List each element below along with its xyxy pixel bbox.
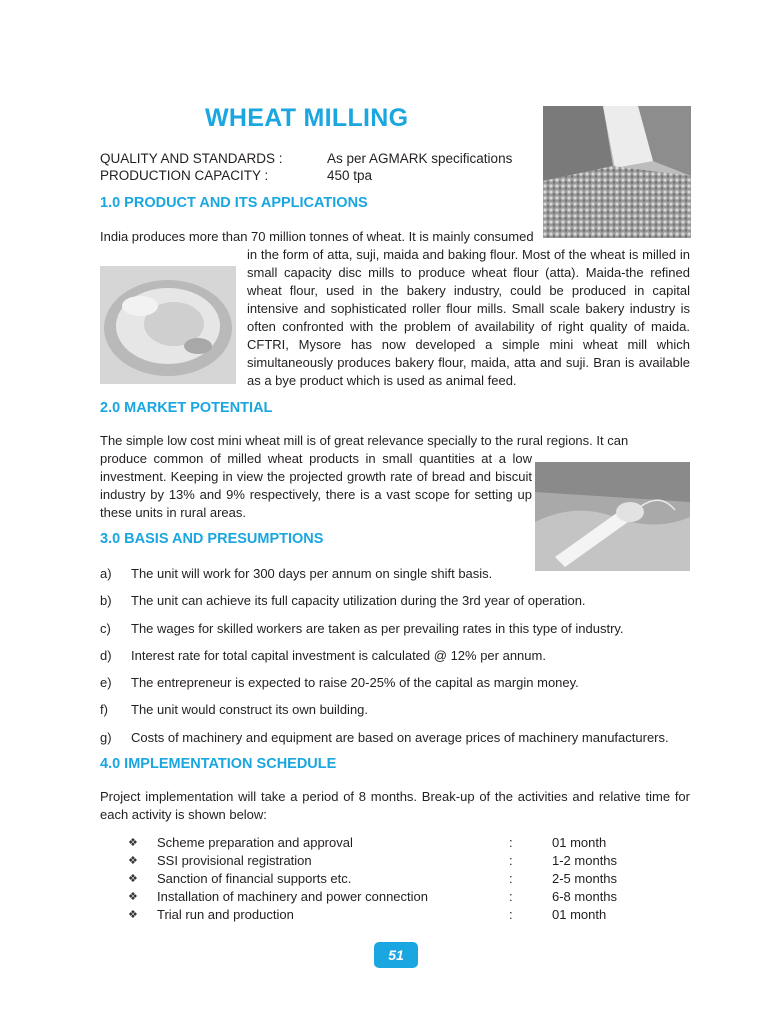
meta-label: QUALITY AND STANDARDS : <box>100 151 283 166</box>
diamond-bullet-icon: ❖ <box>128 836 138 849</box>
section-heading-schedule: 4.0 IMPLEMENTATION SCHEDULE <box>100 756 337 772</box>
schedule-separator: : <box>509 888 513 904</box>
list-letter: g) <box>100 729 112 745</box>
list-item <box>100 702 690 729</box>
section-heading-basis: 3.0 BASIS AND PRESUMPTIONS <box>100 531 324 547</box>
list-letter: f) <box>100 702 108 718</box>
milling-hand-photo <box>535 462 690 571</box>
schedule-duration: 01 month <box>552 834 607 850</box>
section-body-market: produce common of milled wheat products in small quantities at a low investment. Keeping in view the projected growth rate of bread and biscuit industry by 13% and 9% respectively, there is a vast scope for setting up these units in rural areas. <box>100 451 532 520</box>
meta-block <box>100 150 512 184</box>
list-text: The unit can achieve its full capacity utilization during the 3rd year of operation. <box>131 593 586 609</box>
list-item <box>100 730 690 757</box>
schedule-activity: Sanction of financial supports etc. <box>157 870 352 886</box>
list-letter: a) <box>100 566 112 581</box>
schedule-activity: Installation of machinery and power connection <box>157 888 428 904</box>
schedule-separator: : <box>509 852 513 868</box>
schedule-duration: 01 month <box>552 906 607 922</box>
list-letter: d) <box>100 647 112 663</box>
flour-plate-photo <box>100 266 236 384</box>
meta-row-quality <box>100 150 512 167</box>
presumptions-list <box>100 566 690 757</box>
schedule-activity: Scheme preparation and approval <box>157 834 353 850</box>
list-letter: e) <box>100 675 112 691</box>
meta-row-capacity <box>100 167 512 184</box>
page-title: WHEAT MILLING <box>205 104 409 132</box>
table-row <box>128 833 688 851</box>
schedule-activity: SSI provisional registration <box>157 852 312 868</box>
list-item <box>100 648 690 675</box>
schedule-duration: 1-2 months <box>552 852 618 868</box>
diamond-bullet-icon: ❖ <box>128 872 138 885</box>
section-heading-market: 2.0 MARKET POTENTIAL <box>100 400 273 416</box>
table-row <box>128 887 688 905</box>
list-text: The entrepreneur is expected to raise 20-25% of the capital as margin money. <box>131 675 579 691</box>
schedule-duration: 6-8 months <box>552 888 618 904</box>
section-heading-product: 1.0 PRODUCT AND ITS APPLICATIONS <box>100 195 368 211</box>
meta-value: As per AGMARK specifications <box>327 151 513 166</box>
list-letter: c) <box>100 620 111 636</box>
meta-value: 450 tpa <box>327 168 373 183</box>
list-item <box>100 566 690 593</box>
schedule-duration: 2-5 months <box>552 870 618 886</box>
schedule-separator: : <box>509 870 513 886</box>
schedule-separator: : <box>509 906 513 922</box>
table-row <box>128 851 688 869</box>
section-lead-market: The simple low cost mini wheat mill is of great relevance specially to the rural regions. It can <box>100 433 629 448</box>
wheat-grain-photo <box>543 106 691 238</box>
list-item <box>100 675 690 702</box>
list-text: The unit will work for 300 days per annum on single shift basis. <box>131 566 493 581</box>
schedule-separator: : <box>509 834 513 850</box>
diamond-bullet-icon: ❖ <box>128 854 138 867</box>
diamond-bullet-icon: ❖ <box>128 890 138 903</box>
table-row <box>128 869 688 887</box>
section-body-schedule: Project implementation will take a period of 8 months. Break-up of the activities and relative time for each activity is shown below: <box>100 789 690 822</box>
schedule-activity: Trial run and production <box>157 906 294 922</box>
list-text: Costs of machinery and equipment are based on average prices of machinery manufacturers. <box>131 729 669 745</box>
list-text: The unit would construct its own building. <box>131 702 369 718</box>
meta-label: PRODUCTION CAPACITY : <box>100 168 269 183</box>
list-item <box>100 593 690 620</box>
diamond-bullet-icon: ❖ <box>128 908 138 921</box>
table-row <box>128 905 688 923</box>
schedule-table <box>128 833 688 923</box>
list-text: The wages for skilled workers are taken as per prevailing rates in this type of industry. <box>131 620 624 636</box>
page-number-badge: 51 <box>374 942 418 968</box>
section-lead-product: India produces more than 70 million tonnes of wheat. It is mainly consumed <box>100 229 534 244</box>
list-item <box>100 621 690 648</box>
section-body-product: in the form of atta, suji, maida and baking flour. Most of the wheat is milled in small capacity disc mills to produce wheat flour (atta). Maida-the refined wheat flour, used in the bakery industry, could be produced in capital intensive and sophisticated roller flour mills. Small scale bakery industry is often confronted with the problem of availability of right quality of maida. CFTRI, Mysore has now developed a simple mini wheat mill which simultaneously produces bakery flour, maida, atta and suji. Bran is available as a bye product which is used as animal feed. <box>247 247 690 388</box>
list-text: Interest rate for total capital investment is calculated @ 12% per annum. <box>131 647 546 663</box>
list-letter: b) <box>100 593 112 609</box>
